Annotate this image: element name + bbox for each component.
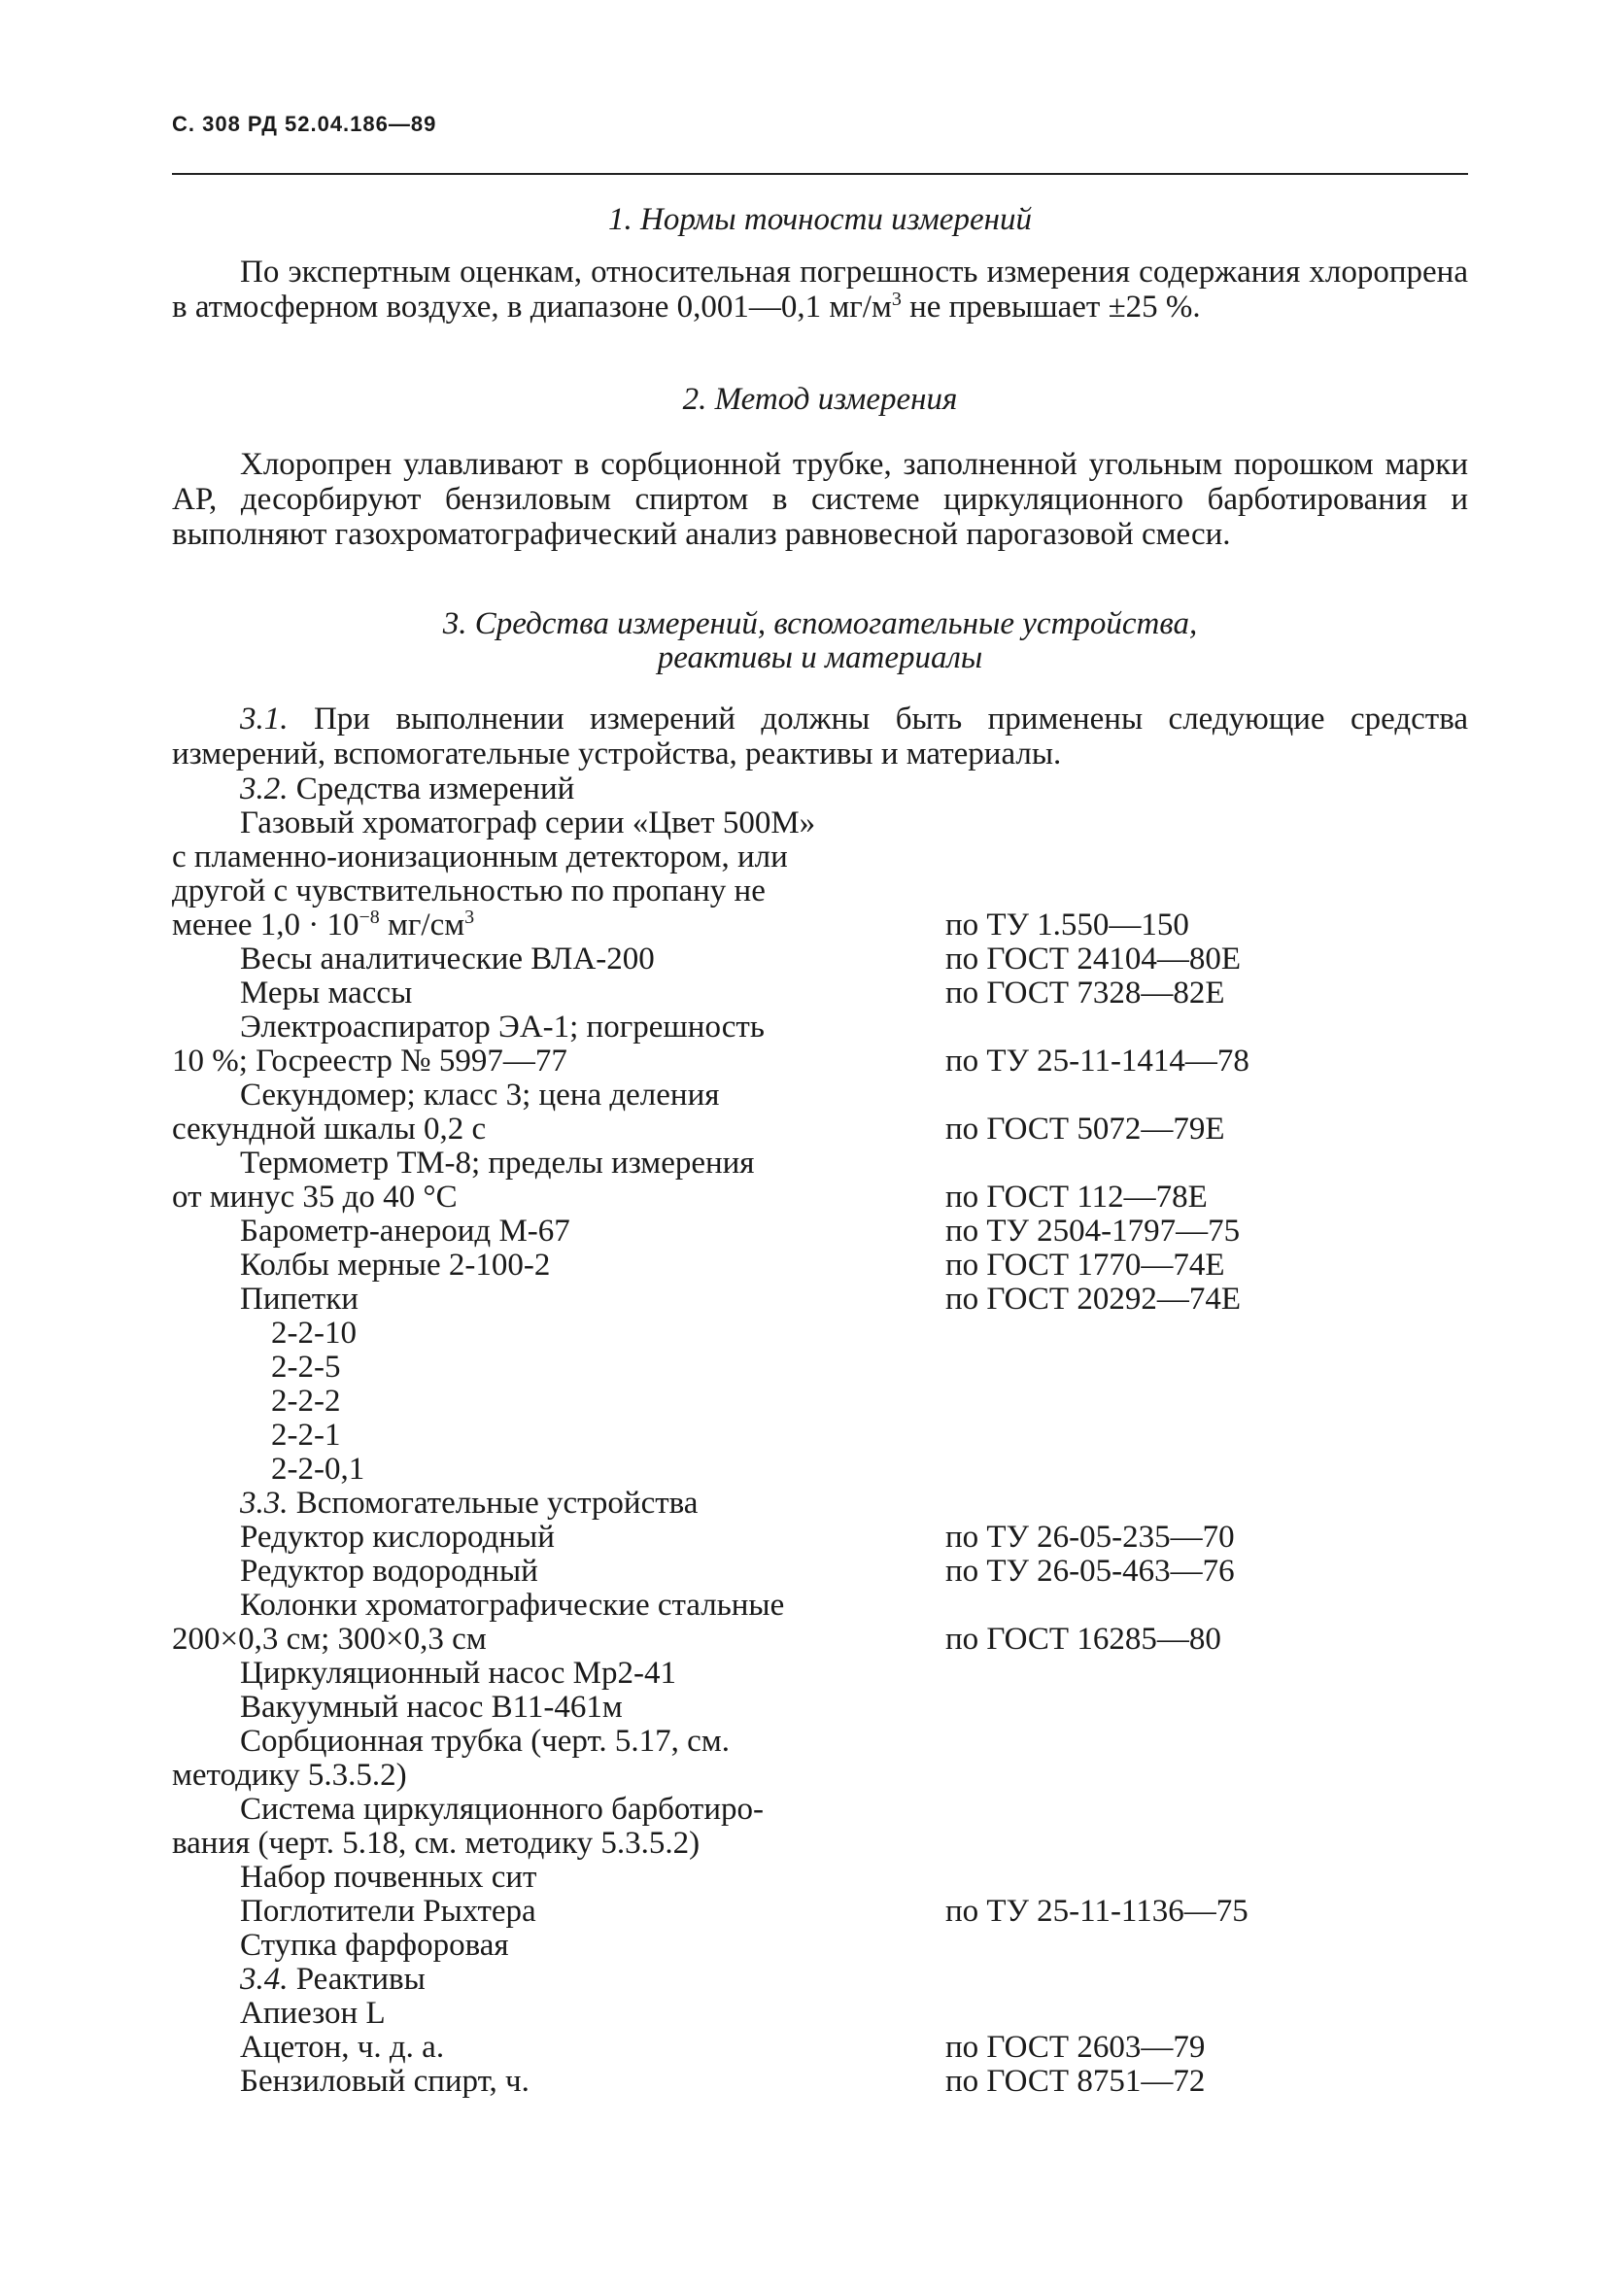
item-name [240,1793,764,1827]
item-name [172,1759,407,1793]
header-rule [172,173,1468,175]
item-name [172,908,474,942]
item-standard-ref: по ГОСТ 7328—82Е [945,976,1225,1011]
item-name [240,1725,730,1759]
item-name [240,1283,359,1317]
item-name [240,1147,754,1181]
item-standard-ref: по ТУ 25-11-1414—78 [945,1044,1249,1079]
item-text: вания (черт. 5.18, см. методику 5.3.5.2) [172,1826,701,1861]
item-unit-exponent: 3 [464,907,475,928]
section-2-paragraph [172,447,1468,552]
item-text: Меры массы [240,976,413,1011]
section-1-paragraph [172,255,1468,325]
item-text: Колбы мерные 2-100-2 [240,1248,551,1283]
item-name [172,1623,487,1657]
item-text: Редуктор кислородный [240,1520,555,1555]
item-number: 3.3. [240,1486,289,1521]
item-text: Реактивы [288,1962,426,1997]
item-text: менее 1,0 · 10 [172,908,359,942]
item-name: 2-2-5 [271,1350,341,1385]
item-name [172,1045,567,1079]
item-name [240,1963,426,1997]
item-number: 3.2. [240,771,289,806]
item-name [240,1215,570,1249]
section-3-1-paragraph [172,702,1468,771]
item-standard-ref: по ГОСТ 8751—72 [945,2064,1206,2099]
section-1-text-b: не превышает ±25 %. [901,290,1201,325]
item-standard-ref: по ГОСТ 2603—79 [945,2030,1206,2065]
item-text: Секундомер; класс 3; цена деления [240,1078,720,1113]
item-text: Ацетон, ч. д. а. [240,2030,445,2065]
item-standard-ref: по ТУ 1.550—150 [945,908,1189,942]
item-text: Средства измерений [288,771,575,806]
item-name [240,1589,784,1623]
item-name [240,1929,509,1963]
item-name [240,1997,386,2031]
item-text: Колонки хроматографические стальные [240,1588,785,1623]
section-3-1-text: При выполнении измерений должны быть применены следующие средства измерений, вспомогательные устройства, реактивы и материалы. [172,702,1468,771]
item-text: 200×0,3 см; 300×0,3 см [172,1622,487,1657]
item-name [172,840,788,874]
section-1-title: 1. Нормы точности измерений [608,202,1032,237]
item-standard-ref: по ГОСТ 16285—80 [945,1622,1221,1657]
item-standard-ref: по ГОСТ 112—78Е [945,1180,1208,1215]
page-header: С. 308 РД 52.04.186—89 [172,112,437,136]
item-name [240,2065,530,2099]
item-standard-ref: по ТУ 25-11-1136—75 [945,1894,1248,1929]
item-text: Термометр ТМ-8; пределы измерения [240,1146,755,1181]
item-standard-ref: по ГОСТ 1770—74Е [945,1248,1225,1283]
item-name [172,1113,486,1147]
item-name [240,806,815,840]
section-2-text: Хлоропрен улавливают в сорбционной трубке, заполненной угольным порошком марки АР, десорбируют бензиловым спиртом в системе циркуляционного барботирования и выполняют газохроматографический анализ равновесной парогазовой смеси. [172,447,1468,552]
item-name [240,1249,550,1283]
item-text: другой с чувствительностью по пропану не [172,874,766,908]
item-name [240,2031,444,2065]
item-text: Циркуляционный насос Мр2-41 [240,1656,676,1691]
item-name [172,1181,458,1215]
item-text: Газовый хроматограф серии «Цвет 500М» [240,805,816,840]
section-3-title-line2: реактивы и материалы [657,640,983,675]
item-standard-ref: по ТУ 2504-1797—75 [945,1214,1241,1249]
item-text: методику 5.3.5.2) [172,1758,407,1793]
item-text: секундной шкалы 0,2 с [172,1112,487,1147]
item-name [240,1895,536,1929]
item-text: с пламенно-ионизационным детектором, или [172,840,788,874]
item-text: Весы аналитические ВЛА-200 [240,942,655,977]
item-text: Пипетки [240,1282,359,1317]
item-text: Система циркуляционного барботиро- [240,1792,764,1827]
section-3-title-line1: 3. Средства измерений, вспомогательные устройства, [442,606,1198,641]
item-text: Ступка фарфоровая [240,1928,509,1963]
item-name: 2-2-1 [271,1418,341,1453]
item-number: 3.4. [240,1962,289,1997]
item-text: Редуктор водородный [240,1554,538,1589]
item-text: Поглотители Рыхтера [240,1894,536,1929]
item-standard-ref: по ГОСТ 5072—79Е [945,1112,1225,1147]
item-text: 10 %; Госреестр № 5997—77 [172,1044,567,1079]
item-name [240,977,412,1011]
item-standard-ref: по ГОСТ 24104—80Е [945,942,1241,977]
item-standard-ref: по ТУ 26-05-235—70 [945,1520,1235,1555]
item-text: Бензиловый спирт, ч. [240,2064,530,2099]
item-name [240,1657,676,1691]
section-2-title: 2. Метод измерения [682,382,958,417]
item-text: Барометр-анероид М-67 [240,1214,570,1249]
item-name [240,1691,623,1725]
item-text: от минус 35 до 40 °С [172,1180,458,1215]
item-standard-ref: по ТУ 26-05-463—76 [945,1554,1235,1589]
section-1-text-a: По экспертным оценкам, относительная погрешность измерения содержания хлоропрена в атмосферном воздухе, в диапазоне 0,001—0,1 мг/м [172,255,1468,325]
item-text: Вакуумный насос В11-461м [240,1690,623,1725]
item-name [172,874,766,908]
item-text: Апиезон L [240,1996,386,2031]
item-name [240,772,574,806]
item-text: Электроаспиратор ЭА-1; погрешность [240,1010,765,1045]
item-text: Сорбционная трубка (черт. 5.17, см. [240,1724,730,1759]
item-name [240,1079,719,1113]
item-unit: мг/см [379,908,465,942]
item-text: Набор почвенных сит [240,1860,537,1895]
item-exponent: −8 [359,907,380,928]
item-name [240,1861,536,1895]
item-name [240,1487,698,1521]
item-name [240,1011,765,1045]
section-3-1-number: 3.1. [240,702,289,737]
item-name [240,1521,555,1555]
item-text: Вспомогательные устройства [288,1486,699,1521]
item-name [240,942,655,977]
item-name: 2-2-10 [271,1316,357,1351]
item-name [240,1555,538,1589]
section-1-sup: 3 [891,289,902,310]
item-name: 2-2-0,1 [271,1452,365,1487]
item-name [172,1827,700,1861]
item-standard-ref: по ГОСТ 20292—74Е [945,1282,1241,1317]
item-name: 2-2-2 [271,1384,341,1419]
